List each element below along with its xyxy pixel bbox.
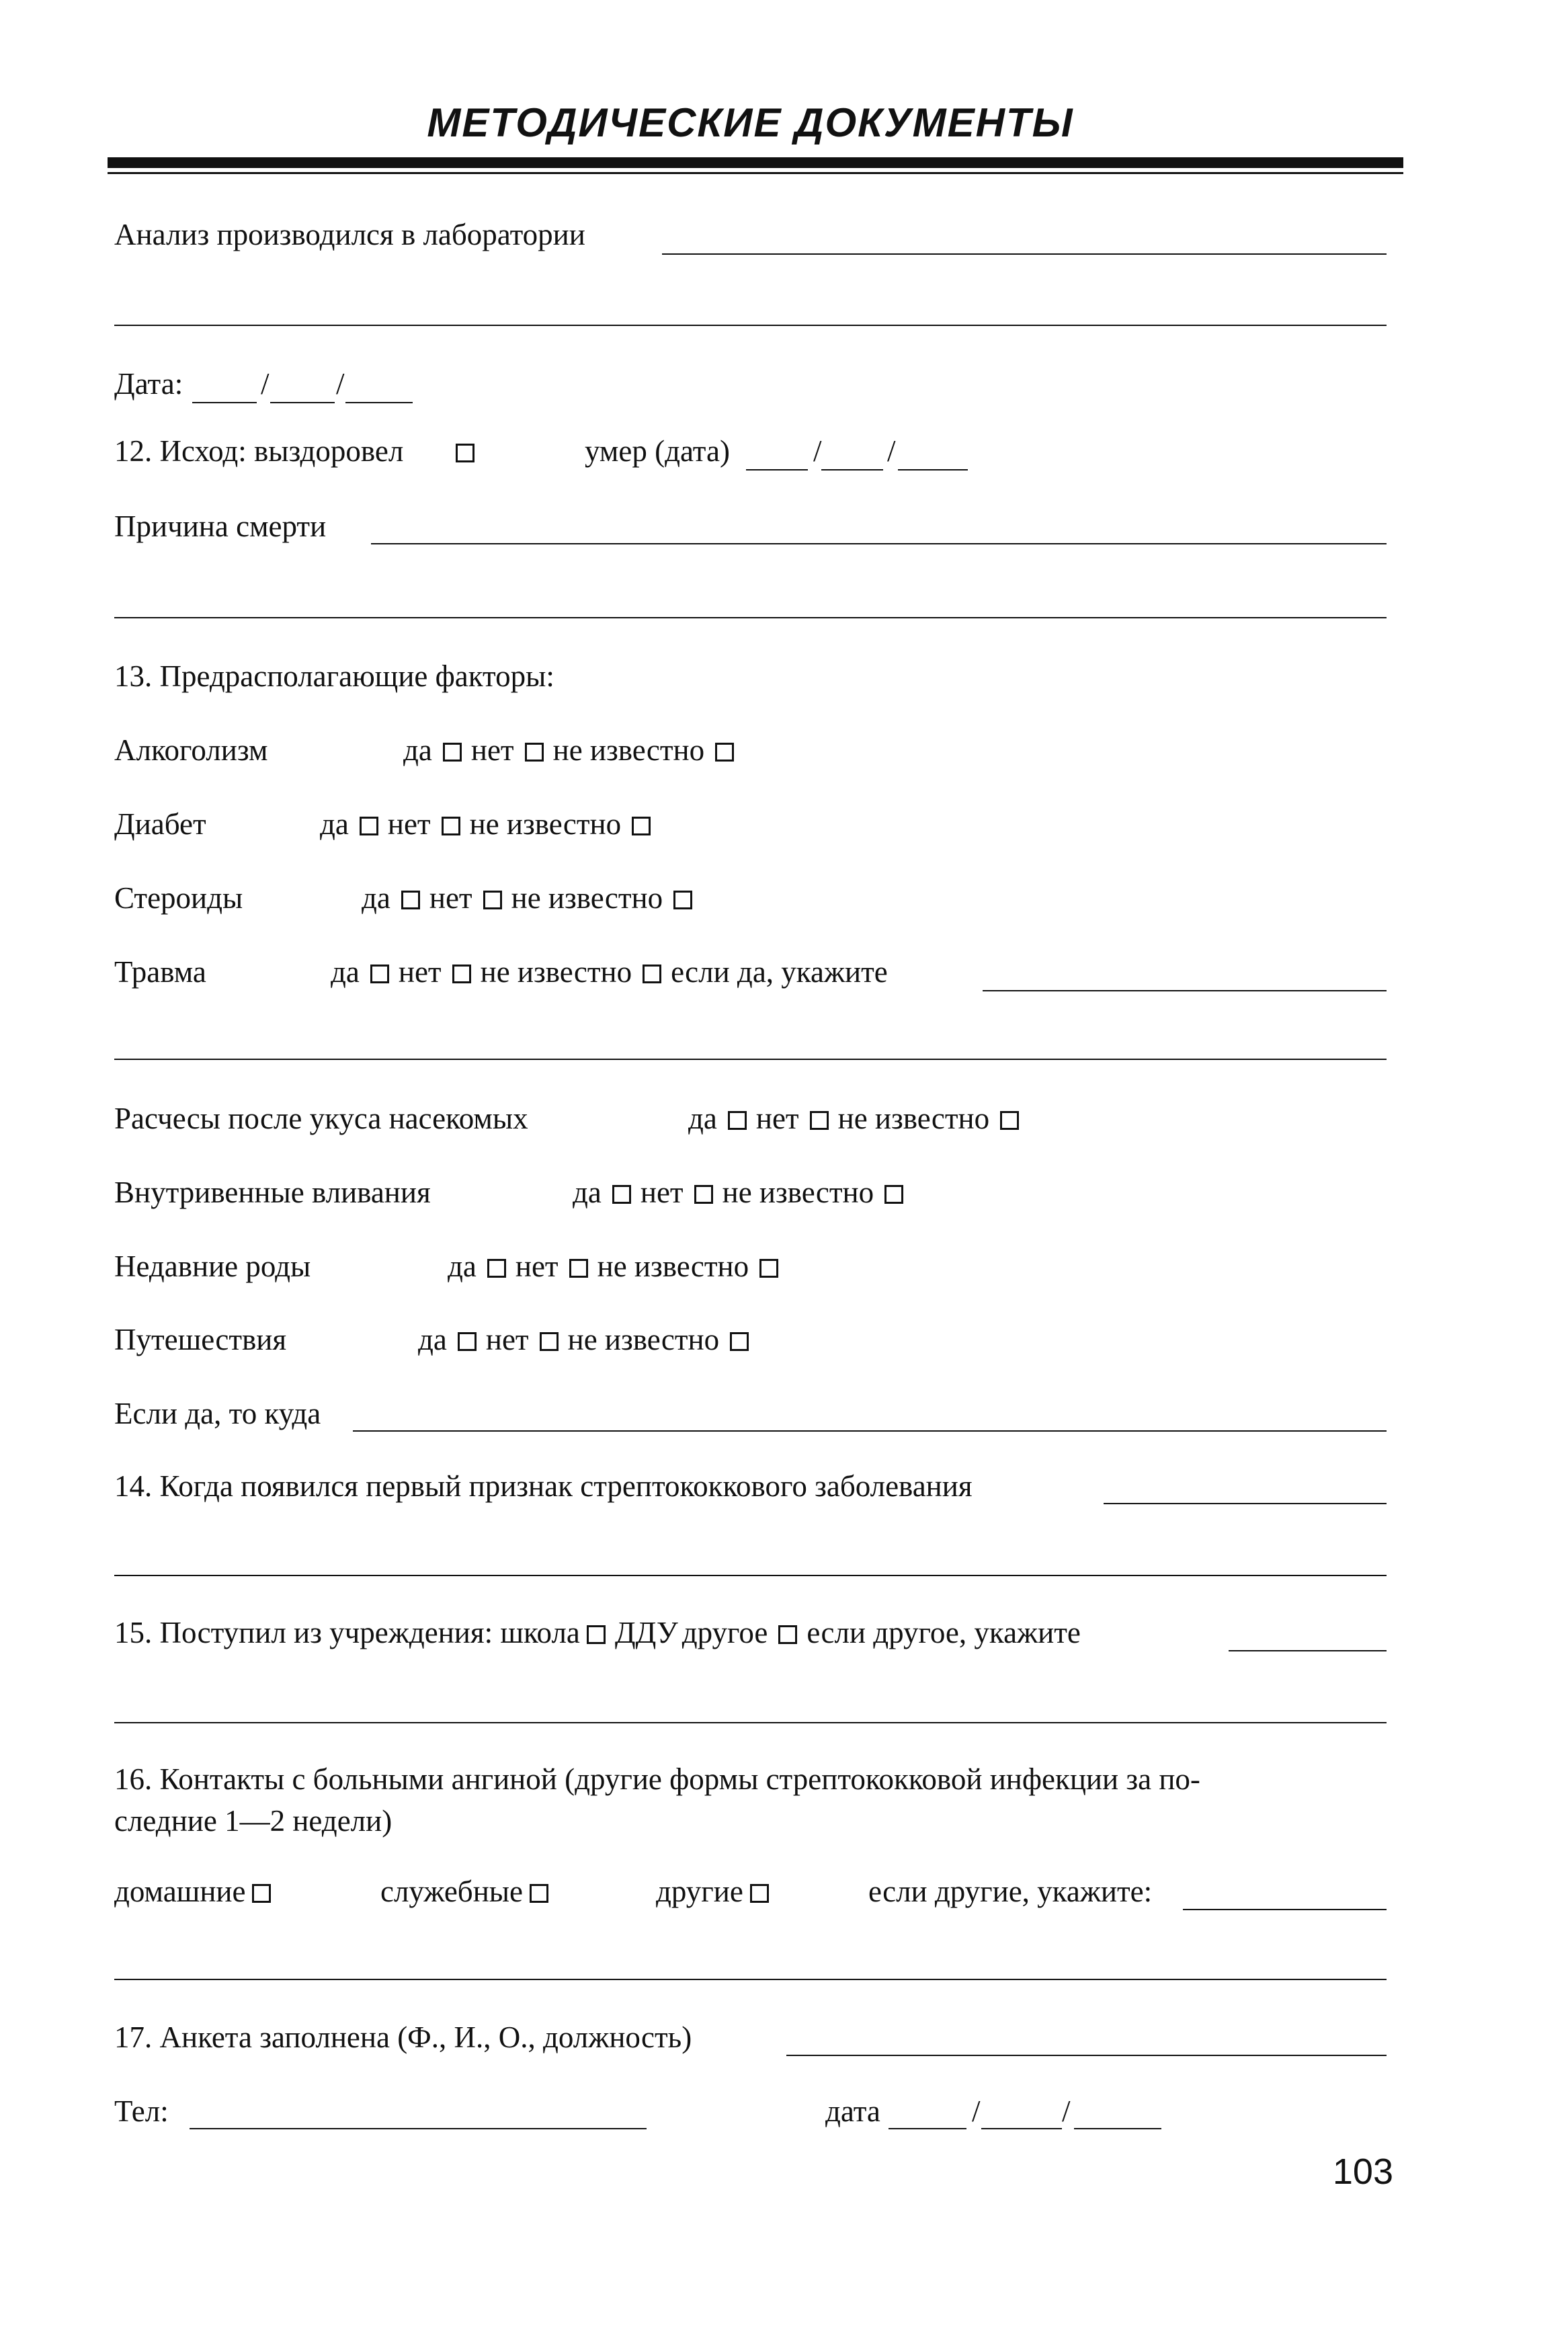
q14-input-line[interactable] [1104,1503,1387,1504]
factor-row-travel [114,1319,1387,1360]
q17-label: 17. Анкета заполнена (Ф., И., О., должность) [114,2020,692,2054]
date-label: Дата: [114,367,183,401]
trauma-specify-line[interactable] [983,990,1387,991]
factor-label: Расчесы после укуса насекомых [114,1102,528,1135]
unknown-label: не известно [511,881,663,915]
death-cause-continuation-line[interactable] [114,617,1387,618]
unknown-checkbox[interactable] [632,817,651,835]
q12-row [114,430,1387,472]
q15-specify-label: если другое, укажите [807,1616,1081,1649]
factor-label: Диабет [114,807,206,841]
yes-checkbox[interactable] [401,891,420,909]
q15-row [114,1612,1387,1653]
lab-continuation-line[interactable] [114,325,1387,326]
lab-row [114,214,1387,255]
factor-row-alcoholism [114,729,1387,771]
unknown-label: не известно [480,955,632,989]
no-label: нет [755,1102,799,1135]
no-checkbox[interactable] [694,1185,713,1204]
death-year-field[interactable] [898,469,968,470]
death-cause-label: Причина смерти [114,509,327,543]
factor-label: Путешествия [114,1323,287,1356]
q12-label: 12. Исход: выздоровел [114,434,404,468]
unknown-label: не известно [722,1176,874,1209]
no-label: нет [398,955,442,989]
fill-date-day-field[interactable] [889,2128,966,2129]
q12-died-label: умер (дата) [585,434,730,468]
factor-label: Алкоголизм [114,733,268,767]
page-header-title: МЕТОДИЧЕСКИЕ ДОКУМЕНТЫ [427,100,1074,145]
tel-label: Тел: [114,2094,169,2128]
unknown-label: не известно [837,1102,990,1135]
factor-row-intravenous [114,1172,1387,1213]
death-cause-input-line[interactable] [371,543,1387,544]
factor-row-diabetes [114,803,1387,845]
q15-label: 15. Поступил из учреждения: школа [114,1616,580,1649]
yes-label: да [331,955,360,989]
yes-label: да [688,1102,717,1135]
date-separator: / [336,367,345,401]
trauma-specify-label: если да, укажите [671,955,888,989]
other-label: другое [682,1616,768,1649]
yes-checkbox[interactable] [612,1185,631,1204]
date-row [114,363,1387,405]
trauma-continuation-line[interactable] [114,1059,1387,1060]
q17-input-line[interactable] [786,2055,1387,2056]
yes-checkbox[interactable] [370,965,389,983]
work-label: служебные [380,1875,523,1908]
header-rule [108,157,1403,168]
no-checkbox[interactable] [483,891,502,909]
q16-specify-label: если другие, укажите: [868,1875,1153,1908]
yes-checkbox[interactable] [728,1111,747,1130]
page-number: 103 [1332,2152,1393,2192]
yes-checkbox[interactable] [458,1332,477,1351]
ddu-label: ДДУ [614,1616,678,1649]
travel-where-row [114,1393,1387,1434]
yes-label: да [403,733,432,767]
travel-where-input-line[interactable] [353,1430,1387,1432]
date-month-field[interactable] [270,402,335,403]
q14-label: 14. Когда появился первый признак стрептококкового заболевания [114,1469,973,1503]
no-checkbox[interactable] [442,817,460,835]
date-year-field[interactable] [345,402,413,403]
factor-label: Внутривенные вливания [114,1176,431,1209]
yes-label: да [362,881,390,915]
factor-row-trauma [114,951,1387,993]
other-checkbox[interactable] [750,1884,769,1903]
q17-row [114,2016,1387,2058]
date-separator: / [887,434,896,468]
lab-input-line[interactable] [662,253,1387,255]
factor-row-insect-bites [114,1098,1387,1139]
work-checkbox[interactable] [530,1884,548,1903]
tel-date-row [114,2090,1387,2132]
no-label: нет [485,1323,529,1356]
q16-continuation-line[interactable] [114,1979,1387,1980]
fill-date-month-field[interactable] [981,2128,1062,2129]
other-label: другие [656,1875,743,1908]
death-month-field[interactable] [821,469,883,470]
tel-input-line[interactable] [190,2128,647,2129]
travel-where-label: Если да, то куда [114,1397,321,1430]
unknown-checkbox[interactable] [673,891,692,909]
q16-title-line2: следние 1—2 недели) [114,1804,393,1838]
school-checkbox[interactable] [587,1625,606,1644]
q14-continuation-line[interactable] [114,1575,1387,1576]
no-checkbox[interactable] [452,965,471,983]
unknown-checkbox[interactable] [730,1332,749,1351]
yes-checkbox[interactable] [360,817,378,835]
recovered-checkbox[interactable] [456,444,474,462]
q14-row [114,1465,1387,1507]
no-label: нет [429,881,472,915]
yes-checkbox[interactable] [443,743,462,762]
date-separator: / [261,367,270,401]
no-label: нет [387,807,431,841]
yes-checkbox[interactable] [487,1259,506,1278]
yes-label: да [320,807,349,841]
q13-title: 13. Предрасполагающие факторы: [114,659,554,693]
date-separator: / [1062,2094,1071,2128]
no-label: нет [515,1250,559,1283]
yes-label: да [573,1176,602,1209]
unknown-label: не известно [567,1323,720,1356]
yes-label: да [448,1250,477,1283]
home-checkbox[interactable] [252,1884,271,1903]
unknown-label: не известно [552,733,705,767]
no-checkbox[interactable] [525,743,544,762]
q16-title [114,1758,1387,1842]
death-day-field[interactable] [746,469,808,470]
fill-date-year-field[interactable] [1074,2128,1161,2129]
factor-label: Недавние роды [114,1250,311,1283]
no-checkbox[interactable] [540,1332,559,1351]
yes-label: да [418,1323,447,1356]
q13-title-row [114,655,1387,697]
unknown-label: не известно [597,1250,749,1283]
unknown-checkbox[interactable] [715,743,734,762]
factor-label: Травма [114,955,206,989]
q15-specify-line[interactable] [1229,1650,1387,1651]
q16-title-line1: 16. Контакты с больными ангиной (другие формы стрептококковой инфекции за по- [114,1762,1200,1796]
date-label: дата [825,2094,880,2128]
no-checkbox[interactable] [569,1259,588,1278]
date-day-field[interactable] [192,402,257,403]
no-label: нет [470,733,514,767]
header-rule-thin [108,172,1403,174]
q16-specify-line[interactable] [1183,1909,1387,1910]
lab-label: Анализ производился в лаборатории [114,218,585,251]
other-checkbox[interactable] [778,1625,797,1644]
unknown-checkbox[interactable] [643,965,661,983]
death-cause-row [114,505,1387,547]
date-separator: / [972,2094,981,2128]
factor-row-steroids [114,877,1387,919]
unknown-label: не известно [469,807,622,841]
factor-row-recent-childbirth [114,1245,1387,1287]
date-separator: / [813,434,822,468]
no-checkbox[interactable] [810,1111,829,1130]
q16-options-row [114,1871,1387,1912]
q15-continuation-line[interactable] [114,1722,1387,1723]
home-label: домашние [114,1875,246,1908]
unknown-checkbox[interactable] [1000,1111,1019,1130]
unknown-checkbox[interactable] [884,1185,903,1204]
factor-label: Стероиды [114,881,243,915]
unknown-checkbox[interactable] [759,1259,778,1278]
no-label: нет [640,1176,684,1209]
